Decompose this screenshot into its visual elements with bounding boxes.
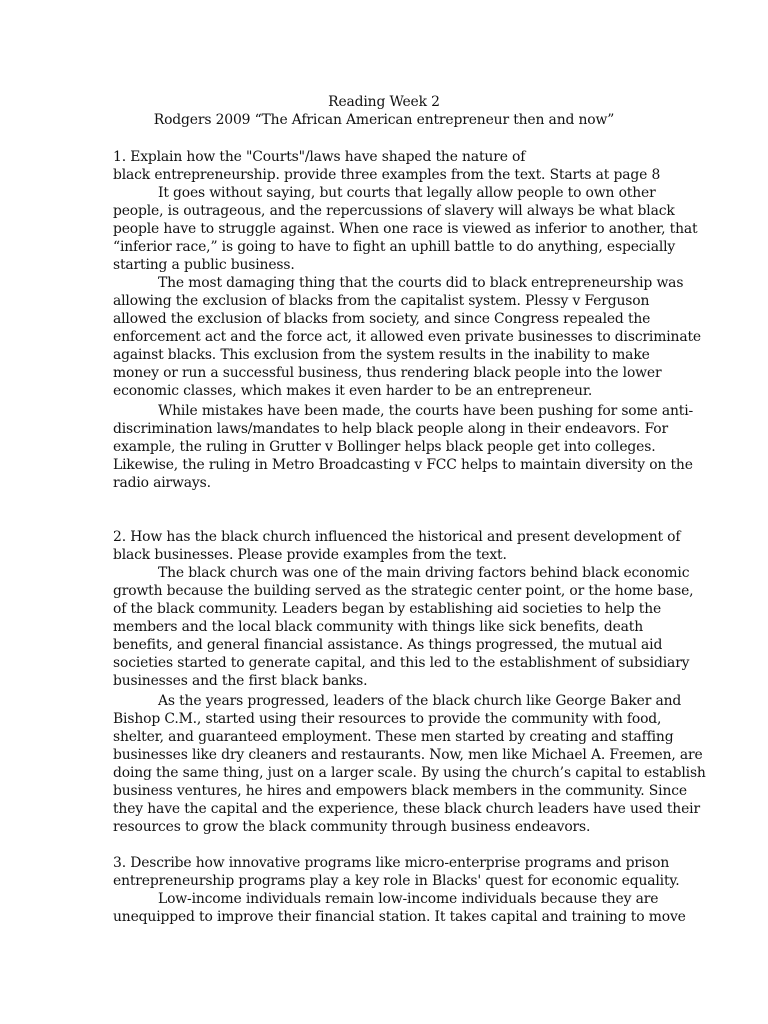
question-1-text: black entrepreneurship. provide three examples from the text. Starts at page 8: [113, 167, 661, 183]
paragraph-line: allowing the exclusion of blacks from the capitalist system. Plessy v Ferguson: [113, 293, 650, 309]
question-1-text: 1. Explain how the "Courts"/laws have shaped the nature of: [113, 149, 526, 165]
paragraph-line: shelter, and guaranteed employment. These men started by creating and staffing: [113, 729, 674, 745]
question-2-text: black businesses. Please provide examples from the text.: [113, 547, 507, 563]
paragraph-line: benefits, and general financial assistance. As things progressed, the mutual aid: [113, 637, 663, 653]
paragraph-line: societies started to generate capital, and this led to the establishment of subsidiary: [113, 655, 690, 671]
paragraph-line: enforcement act and the force act, it allowed even private businesses to discriminate: [113, 329, 701, 345]
paragraph-line: businesses like dry cleaners and restaurants. Now, men like Michael A. Freemen, are: [113, 747, 703, 763]
question-2-text: 2. How has the black church influenced the historical and present development of: [113, 529, 681, 545]
paragraph-line: against blacks. This exclusion from the system results in the inability to make: [113, 347, 650, 363]
paragraph-line: discrimination laws/mandates to help black people along in their endeavors. For: [113, 421, 669, 437]
question-3-text: entrepreneurship programs play a key role in Blacks' quest for economic equality.: [113, 873, 680, 889]
paragraph-line: The most damaging thing that the courts did to black entrepreneurship was: [158, 275, 684, 291]
paragraph-line: businesses and the first black banks.: [113, 673, 368, 689]
paragraph-line: starting a public business.: [113, 257, 295, 273]
paragraph-line: resources to grow the black community through business endeavors.: [113, 819, 591, 835]
paragraph-line: While mistakes have been made, the courts have been pushing for some anti-: [158, 403, 694, 419]
paragraph-line: “inferior race,” is going to have to fight an uphill battle to do anything, especially: [113, 239, 676, 255]
paragraph-line: example, the ruling in Grutter v Bollinger helps black people get into colleges.: [113, 439, 656, 455]
paragraph-line: people have to struggle against. When one race is viewed as inferior to another, that: [113, 221, 698, 237]
paragraph-line: doing the same thing, just on a larger scale. By using the church’s capital to establish: [113, 765, 706, 781]
paragraph-line: Bishop C.M., started using their resources to provide the community with food,: [113, 711, 662, 727]
paragraph-line: growth because the building served as the strategic center point, or the home base,: [113, 583, 694, 599]
paragraph-line: radio airways.: [113, 475, 211, 491]
question-3-text: 3. Describe how innovative programs like micro-enterprise programs and prison: [113, 855, 670, 871]
paragraph-line: economic classes, which makes it even harder to be an entrepreneur.: [113, 383, 593, 399]
paragraph-line: business ventures, he hires and empowers black members in the community. Since: [113, 783, 687, 799]
paragraph-line: Likewise, the ruling in Metro Broadcasting v FCC helps to maintain diversity on the: [113, 457, 693, 473]
paragraph-line: The black church was one of the main driving factors behind black economic: [158, 565, 690, 581]
paragraph-line: they have the capital and the experience, these black church leaders have used their: [113, 801, 700, 817]
paragraph-line: Low-income individuals remain low-income individuals because they are: [158, 891, 659, 907]
paragraph-line: people, is outrageous, and the repercussions of slavery will always be what black: [113, 203, 675, 219]
paragraph-line: allowed the exclusion of blacks from society, and since Congress repealed the: [113, 311, 651, 327]
paragraph-line: As the years progressed, leaders of the black church like George Baker and: [158, 693, 682, 709]
paragraph-line: It goes without saying, but courts that legally allow people to own other: [158, 185, 656, 201]
paragraph-line: of the black community. Leaders began by establishing aid societies to help the: [113, 601, 662, 617]
document-subtitle: Rodgers 2009 “The African American entrepreneur then and now”: [153, 112, 615, 128]
document-title: Reading Week 2: [328, 94, 440, 110]
paragraph-line: members and the local black community with things like sick benefits, death: [113, 619, 644, 635]
paragraph-line: unequipped to improve their financial station. It takes capital and training to move: [113, 909, 686, 925]
paragraph-line: money or run a successful business, thus rendering black people into the lower: [113, 365, 662, 381]
